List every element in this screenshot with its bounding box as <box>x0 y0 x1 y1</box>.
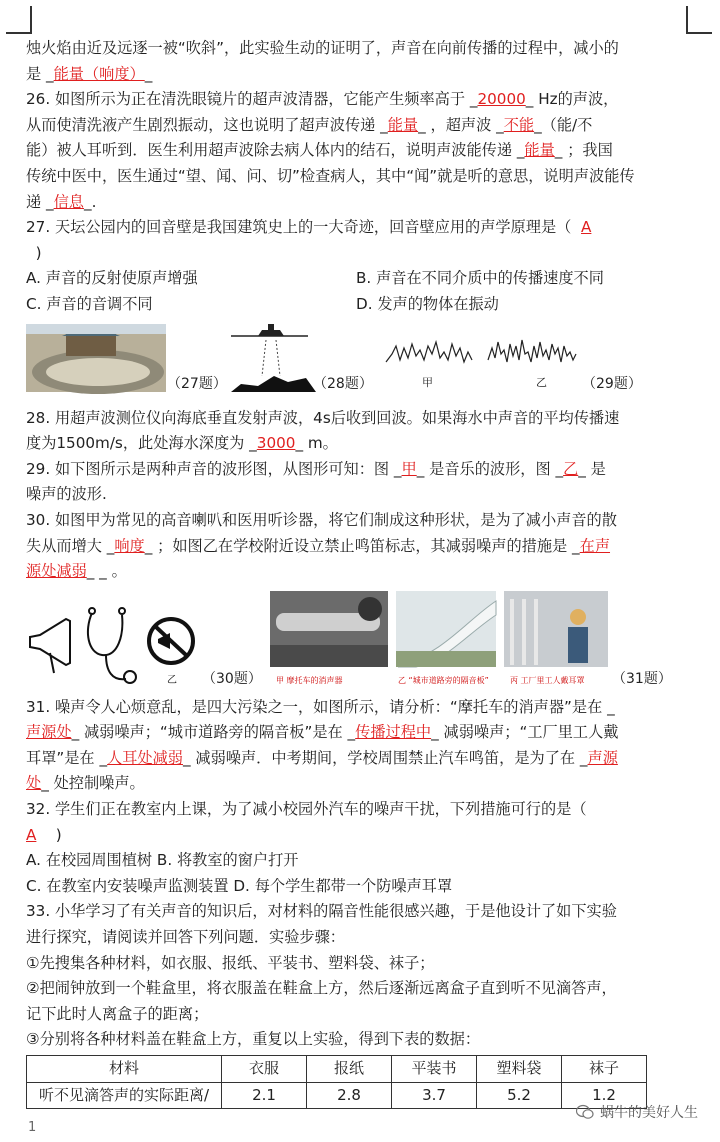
table-row <box>27 1082 647 1109</box>
wechat-icon <box>576 1104 594 1120</box>
table-cell: 2.8 <box>307 1082 392 1109</box>
figures-27-29 <box>26 324 698 406</box>
text-line: 声源处_ 减弱噪声；“城市道路旁的隔音板”是在 _传播过程中_ 减弱噪声；“工厂里工人戴 <box>26 723 619 742</box>
question-32: 32. 学生们正在教室内上课，为了减小校园外汽车的噪声干扰，下列措施可行的是（ <box>26 800 587 819</box>
answer: 乙 <box>563 459 579 478</box>
text-line: 失从而增大 _响度_ ；如图乙在学校附近设立禁止鸣笛标志，其减弱噪声的措施是 _在声 <box>26 536 611 555</box>
text-line: 处_ 处控制噪声。 <box>26 774 145 793</box>
answer: 信息 <box>53 192 84 211</box>
option-c: C. 声音的音调不同 <box>26 294 153 313</box>
question-27: 27. 天坛公园内的回音壁是我国建筑史上的一大奇迹，回音壁应用的声学原理是（ A <box>26 218 592 237</box>
question-30: 30. 如图甲为常见的高音喇叭和医用听诊器，将它们制成这种形状，是为了减小声音的散 <box>26 510 617 529</box>
question-31: 31. 噪声令人心烦意乱，是四大污染之一，如图所示，请分析：“摩托车的消声器”是在 _ <box>26 697 615 716</box>
text-line: A ) <box>26 825 62 844</box>
text-line: 是 _能量（响度）_ <box>26 64 153 83</box>
table-header: 报纸 <box>307 1056 392 1083</box>
options-row <box>26 292 698 318</box>
caption-31: （31题） <box>612 670 672 687</box>
echo-wall-photo <box>26 324 166 394</box>
answer: 处 <box>26 774 42 793</box>
caption-29: （29题） <box>582 375 642 392</box>
label-yi: 乙 <box>536 375 547 389</box>
page-number: 1 <box>28 1120 37 1135</box>
question-28: 28. 用超声波测位仪向海底垂直发射声波，4s后收到回波。如果海水中声音的平均传播速 <box>26 408 620 427</box>
answer: 不能 <box>503 115 535 134</box>
option-cd: C. 在教室内安装噪声监测装置 D. 每个学生都带一个防噪声耳罩 <box>26 876 453 895</box>
table-cell: 1.2 <box>562 1082 647 1109</box>
answer: 声源 <box>587 748 618 767</box>
factory-worker-photo <box>504 591 608 685</box>
document-page <box>26 36 698 1109</box>
table-header-row <box>27 1056 647 1083</box>
page-corner-mark-left <box>6 6 32 34</box>
caption-27: （27题） <box>167 375 227 392</box>
answer: A <box>26 825 37 844</box>
text-line: 烛火焰由近及远逐一被“吹斜”，此实验生动的证明了，声音在向前传播的过程中，减小的 <box>26 39 619 57</box>
caption-28: （28题） <box>313 375 373 392</box>
answer: 能量 <box>387 115 419 134</box>
option-ab: A. 在校园周围植树 B. 将教室的窗户打开 <box>26 851 299 870</box>
table-cell: 2.1 <box>222 1082 307 1109</box>
text-line: 递 _信息_. <box>26 192 97 211</box>
answer: 人耳处减弱 <box>107 748 183 767</box>
table-cell: 听不见滴答声的实际距离/ <box>27 1082 222 1109</box>
table-header: 材料 <box>27 1056 222 1083</box>
sonar-ship-diagram <box>231 324 316 392</box>
caption-30: （30题） <box>202 670 262 687</box>
question-33: 33. 小华学习了有关声音的知识后，对材料的隔音性能很感兴趣，于是他设计了如下实验 <box>26 902 617 921</box>
text-line: 噪声的波形. <box>26 485 107 504</box>
answer: 20000 <box>477 90 526 109</box>
text-line: ③分别将各种材料盖在鞋盒上方，重复以上实验，得到下表的数据： <box>26 1030 481 1049</box>
table-header: 衣服 <box>222 1056 307 1083</box>
figure-strip-2 <box>26 591 698 695</box>
table-header: 平装书 <box>392 1056 477 1083</box>
text-line: 源处减弱_ _ 。 <box>26 562 127 581</box>
svg-text:乙: 乙 <box>167 674 177 686</box>
question-29: 29. 如下图所示是两种声音的波形图，从图形可知：图 _甲_ 是音乐的波形，图 _乙_ 是 <box>26 459 606 478</box>
text-line: 传统中医中，医生通过“望、闻、问、切”检查病人，其中“闻”就是听的意思，说明声波能传 <box>26 166 635 185</box>
photo-caption: 甲 摩托车的消声器 <box>276 675 343 685</box>
text-line: 能）被人耳听到．医生利用超声波除去病人体内的结石，说明声波能传递 _能量_ ；我国 <box>26 141 613 160</box>
data-table <box>26 1055 647 1109</box>
answer: 甲 <box>401 459 417 478</box>
sound-barrier-photo <box>396 591 496 685</box>
table-header: 袜子 <box>562 1056 647 1083</box>
watermark <box>576 1102 698 1122</box>
option-a: A. 声音的反射使原声增强 <box>26 269 198 288</box>
table-cell: 3.7 <box>392 1082 477 1109</box>
answer: A <box>581 218 592 237</box>
answer: 声源处 <box>26 723 72 742</box>
text-line: ) <box>35 243 42 262</box>
text-line: 从而使清洗液产生剧烈振动，这也说明了超声波传递 _能量_ ，超声波 _不能_（能/不 <box>26 115 593 134</box>
no-horn-sign-icon <box>149 619 193 686</box>
question-26: 26. 如图所示为正在清洗眼镜片的超声波清器，它能产生频率高于 _20000_ Hz的声波， <box>26 90 619 109</box>
label-jia: 甲 <box>422 375 433 389</box>
waveform-noise <box>488 340 576 389</box>
option-d: D. 发声的物体在振动 <box>356 294 499 313</box>
text-line: ②把闹钟放到一个鞋盒里，将衣服盖在鞋盒上方，然后逐渐远离盒子直到听不见滴答声， <box>26 979 617 998</box>
table-header: 塑料袋 <box>477 1056 562 1083</box>
stethoscope-icon <box>88 608 136 683</box>
option-b: B. 声音在不同介质中的传播速度不同 <box>356 269 604 288</box>
text-line: 记下此时人离盒子的距离； <box>26 1004 209 1023</box>
photo-caption: 乙 “城市道路旁的隔音板” <box>398 675 489 685</box>
answer: 响度 <box>114 536 145 555</box>
table-cell: 5.2 <box>477 1082 562 1109</box>
answer: 能量（响度） <box>53 64 145 83</box>
answer: 源处减弱 <box>26 562 87 581</box>
motorcycle-muffler-photo <box>270 591 388 685</box>
figures-30-31 <box>26 591 698 695</box>
waveform-music <box>386 342 472 389</box>
answer: 3000 <box>256 434 296 453</box>
options-row <box>26 266 698 292</box>
page-corner-mark-right <box>686 6 712 34</box>
text-line: 度为1500m/s，此处海水深度为 _3000_ m。 <box>26 434 338 453</box>
text-line: 耳罩”是在 _人耳处减弱_ 减弱噪声．中考期间，学校周围禁止汽车鸣笛，是为了在 _声源 <box>26 748 618 767</box>
answer: 能量 <box>524 141 555 160</box>
answer: 传播过程中 <box>355 723 432 742</box>
watermark-text: 蜗牛的美好人生 <box>600 1105 698 1121</box>
text-line: 进行探究，请阅读并回答下列问题．实验步骤： <box>26 928 345 947</box>
photo-caption: 丙 工厂里工人戴耳罩 <box>510 675 585 685</box>
loudspeaker-icon <box>30 619 70 673</box>
figure-strip <box>26 324 698 406</box>
answer: 在声 <box>579 536 611 555</box>
text-line: ①先搜集各种材料，如衣服、报纸、平装书、塑料袋、袜子； <box>26 953 435 972</box>
